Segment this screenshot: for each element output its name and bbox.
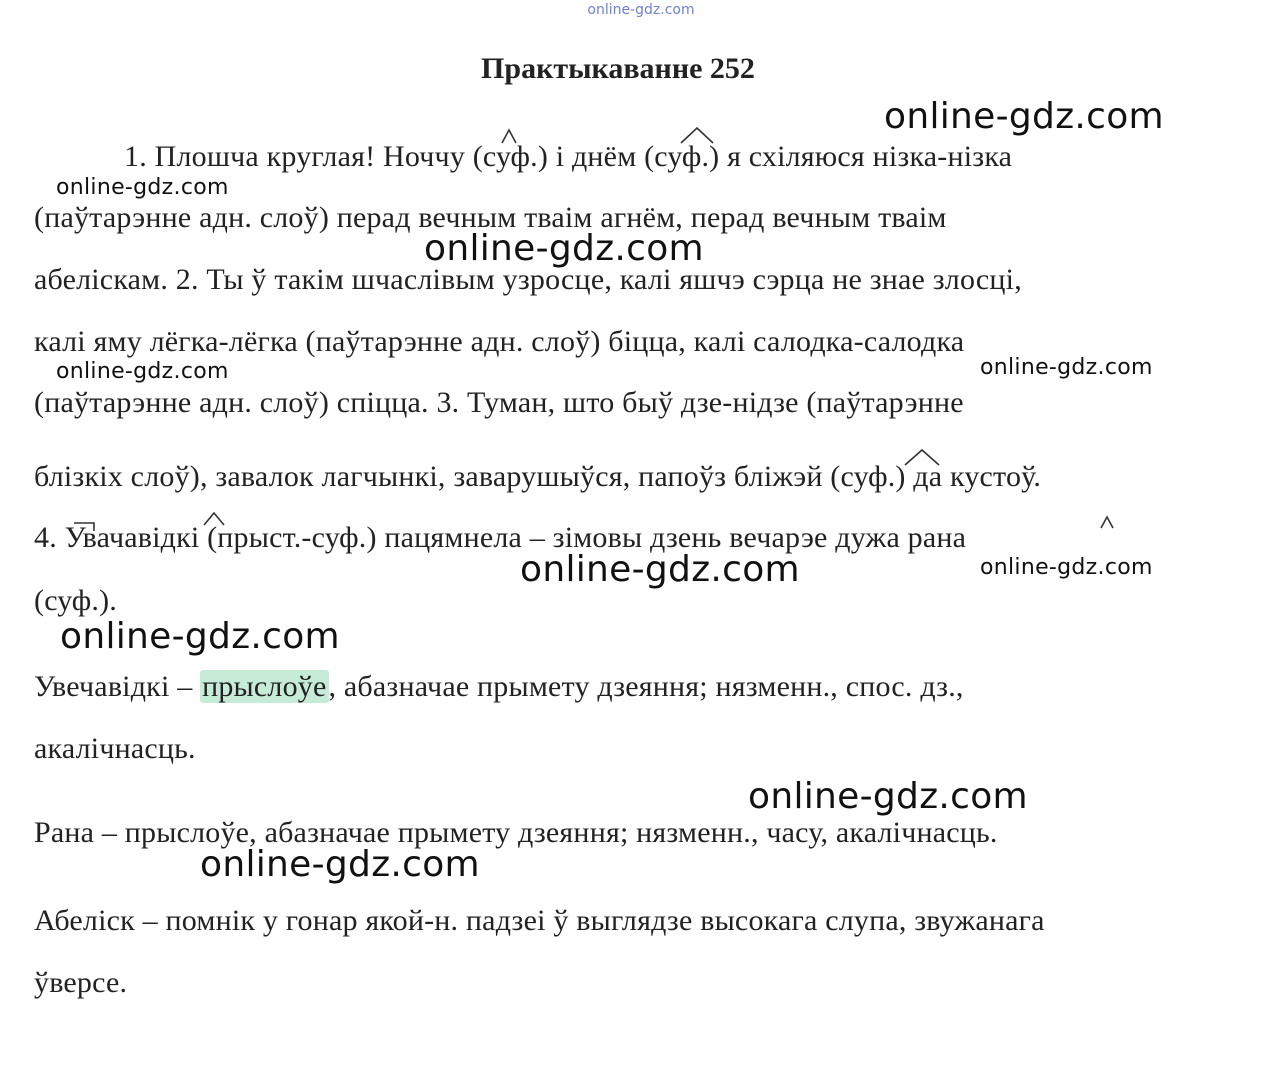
watermark: online-gdz.com — [980, 355, 1153, 380]
watermark: online-gdz.com — [748, 776, 1028, 817]
watermark: online-gdz.com — [884, 96, 1164, 137]
exercise-line-3: абеліскам. 2. Ты ў такім шчаслівым узросце, калі яшчэ сэрца не знае злосці, — [34, 263, 1022, 296]
analysis-uvachavidki-rest: , абазначае прымету дзеяння; нязменн., спос. дз., — [328, 670, 964, 703]
exercise-line-8: (суф.). — [34, 584, 117, 617]
exercise-line-5: (паўтарэнне адн. слоў) спіцца. 3. Туман, што быў дзе-нідзе (паўтарэнне — [34, 386, 964, 419]
watermark: online-gdz.com — [520, 549, 800, 590]
analysis-abelisk-line1: Абеліск – помнік у гонар якой-н. падзеі ў выглядзе высокага слупа, звужанага — [34, 904, 1045, 937]
exercise-line-2: (паўтарэнне адн. слоў) перад вечным тваім агнём, перад вечным тваім — [34, 201, 947, 234]
site-header-link[interactable]: online-gdz.com — [587, 2, 695, 18]
watermark: online-gdz.com — [200, 844, 480, 885]
exercise-line-7: 4. Увачавідкі (прыст.-суф.) пацямнела – зімовы дзень вечарэе дужа рана — [34, 521, 967, 554]
analysis-abelisk-line2: ўверсе. — [34, 966, 128, 999]
analysis-uvachavidki — [34, 670, 964, 704]
watermark: online-gdz.com — [424, 228, 704, 269]
exercise-line-6: блізкіх слоў), завалок лагчынкі, заварушыўся, папоўз бліжэй (суф.) да кустоў. — [34, 460, 1042, 493]
exercise-line-4: калі яму лёгка-лёгка (паўтарэнне адн. слоў) біцца, калі салодка-салодка — [34, 325, 965, 358]
watermark: online-gdz.com — [56, 175, 229, 200]
analysis-uvachavidki-pos: прыслоўе — [202, 670, 327, 703]
watermark: online-gdz.com — [980, 555, 1153, 580]
watermark: online-gdz.com — [60, 616, 340, 657]
analysis-uvachavidki-line2: акалічнасць. — [34, 732, 196, 765]
watermark: online-gdz.com — [56, 359, 229, 384]
page-title: Практыкаванне 252 — [481, 52, 755, 85]
analysis-uvachavidki-word: Увечавідкі – — [34, 670, 201, 703]
exercise-line-1: 1. Плошча круглая! Ноччу (суф.) і днём (суф.) я схіляюся нізка-нізка — [124, 140, 1013, 173]
analysis-rana: Рана – прыслоўе, абазначае прымету дзеяння; нязменн., часу, акалічнасць. — [34, 816, 998, 849]
